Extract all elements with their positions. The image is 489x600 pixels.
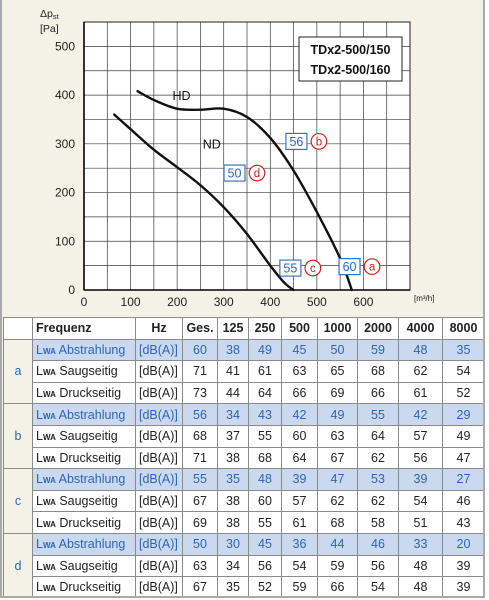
lwa-symbol: L	[36, 537, 43, 552]
value-cell: 56	[183, 404, 218, 426]
value-cell: 57	[282, 490, 318, 512]
value-cell: 39	[443, 555, 485, 577]
parameter-label	[33, 425, 136, 447]
value-cell: 69	[318, 382, 358, 404]
unit-cell: [dB(A)]	[136, 490, 183, 512]
unit-cell: [dB(A)]	[136, 447, 183, 469]
x-axis-unit: [m³/h]	[414, 294, 435, 303]
lwa-subscript: WA	[42, 454, 56, 464]
value-cell: 49	[249, 339, 282, 361]
column-header: 2000	[358, 318, 399, 340]
parameter-name: Druckseitig	[55, 515, 122, 530]
lwa-symbol: L	[36, 386, 43, 401]
y-axis-label: Δpst	[40, 8, 59, 21]
series-label-nd: ND	[202, 137, 221, 152]
value-cell: 71	[183, 447, 218, 469]
x-tick-label: 0	[80, 295, 88, 309]
value-cell: 62	[399, 361, 443, 383]
value-cell: 68	[183, 425, 218, 447]
value-cell: 38	[218, 447, 249, 469]
y-tick-label: 500	[54, 39, 75, 54]
value-cell: 34	[218, 555, 249, 577]
value-cell: 54	[399, 490, 443, 512]
table-corner-cell	[4, 318, 33, 340]
parameter-name: Saugseitig	[55, 364, 118, 379]
parameter-label	[33, 533, 136, 555]
lwa-symbol: L	[36, 558, 43, 573]
value-cell: 29	[443, 404, 485, 426]
value-cell: 49	[443, 425, 485, 447]
value-cell: 35	[218, 577, 249, 598]
value-cell: 55	[183, 469, 218, 491]
value-cell: 52	[249, 577, 282, 598]
column-header: Hz	[136, 318, 183, 340]
value-cell: 52	[443, 382, 485, 404]
value-cell: 68	[358, 361, 399, 383]
group-letter: d	[4, 533, 33, 598]
y-tick-label: 400	[54, 88, 75, 103]
noise-level-table	[3, 317, 485, 598]
value-cell: 20	[443, 533, 485, 555]
value-cell: 64	[282, 447, 318, 469]
value-cell: 39	[282, 469, 318, 491]
value-cell: 27	[443, 469, 485, 491]
value-cell: 63	[282, 361, 318, 383]
parameter-label	[33, 469, 136, 491]
value-cell: 61	[249, 361, 282, 383]
x-tick-label: 400	[260, 295, 281, 309]
unit-cell: [dB(A)]	[136, 533, 183, 555]
lwa-subscript: WA	[42, 368, 56, 378]
parameter-name: Druckseitig	[55, 580, 122, 595]
parameter-label	[33, 490, 136, 512]
y-tick-label: 100	[54, 234, 75, 249]
lwa-symbol: L	[36, 429, 43, 444]
group-letter: c	[4, 469, 33, 534]
operating-point-value: 60	[342, 260, 357, 275]
value-cell: 35	[443, 339, 485, 361]
table-row	[4, 490, 485, 512]
value-cell: 73	[183, 382, 218, 404]
lwa-subscript: WA	[42, 433, 56, 443]
value-cell: 53	[358, 469, 399, 491]
operating-point-letter: a	[368, 261, 376, 274]
column-header: 500	[282, 318, 318, 340]
value-cell: 62	[318, 490, 358, 512]
value-cell: 54	[443, 361, 485, 383]
value-cell: 56	[358, 555, 399, 577]
parameter-name: Saugseitig	[55, 429, 118, 444]
x-tick-label: 500	[306, 295, 327, 309]
lwa-subscript: WA	[42, 476, 56, 486]
column-header: Frequenz	[33, 318, 136, 340]
lwa-symbol: L	[36, 472, 43, 487]
parameter-name: Saugseitig	[55, 558, 118, 573]
value-cell: 67	[318, 447, 358, 469]
parameter-label	[33, 339, 136, 361]
parameter-label	[33, 447, 136, 469]
value-cell: 35	[218, 469, 249, 491]
value-cell: 57	[399, 425, 443, 447]
x-tick-label: 100	[120, 295, 141, 309]
table-row	[4, 469, 485, 491]
value-cell: 63	[183, 555, 218, 577]
value-cell: 63	[318, 425, 358, 447]
y-tick-label: 300	[54, 136, 75, 151]
value-cell: 51	[399, 512, 443, 534]
operating-point-letter: d	[253, 168, 261, 181]
value-cell: 37	[218, 425, 249, 447]
unit-cell: [dB(A)]	[136, 469, 183, 491]
lwa-symbol: L	[36, 364, 43, 379]
x-tick-label: 600	[353, 295, 374, 309]
y-tick-label: 0	[68, 283, 75, 297]
value-cell: 38	[218, 512, 249, 534]
unit-cell: [dB(A)]	[136, 361, 183, 383]
table-row	[4, 425, 485, 447]
chart-subtitle: TDx2-500/160	[310, 63, 391, 77]
table-row	[4, 555, 485, 577]
parameter-name: Abstrahlung	[55, 342, 126, 357]
column-header: 8000	[443, 318, 485, 340]
unit-cell: [dB(A)]	[136, 512, 183, 534]
column-header: 250	[249, 318, 282, 340]
value-cell: 61	[282, 512, 318, 534]
parameter-name: Abstrahlung	[55, 472, 126, 487]
column-header: 125	[218, 318, 249, 340]
lwa-subscript: WA	[42, 346, 56, 356]
parameter-label	[33, 512, 136, 534]
value-cell: 66	[358, 382, 399, 404]
series-label-hd: HD	[172, 88, 191, 103]
parameter-label	[33, 404, 136, 426]
table-row	[4, 577, 485, 598]
value-cell: 65	[318, 361, 358, 383]
lwa-symbol: L	[36, 450, 43, 465]
operating-point-value: 55	[283, 261, 298, 276]
value-cell: 38	[218, 339, 249, 361]
value-cell: 45	[282, 339, 318, 361]
value-cell: 55	[249, 512, 282, 534]
parameter-name: Druckseitig	[55, 450, 122, 465]
parameter-label	[33, 555, 136, 577]
lwa-subscript: WA	[42, 519, 56, 529]
table-row	[4, 382, 485, 404]
value-cell: 43	[443, 512, 485, 534]
column-header: 1000	[318, 318, 358, 340]
value-cell: 61	[399, 382, 443, 404]
value-cell: 71	[183, 361, 218, 383]
unit-cell: [dB(A)]	[136, 555, 183, 577]
lwa-subscript: WA	[42, 584, 56, 594]
value-cell: 69	[183, 512, 218, 534]
table-row	[4, 447, 485, 469]
table-row	[4, 404, 485, 426]
value-cell: 66	[318, 577, 358, 598]
table-row	[4, 361, 485, 383]
lwa-subscript: WA	[42, 541, 56, 551]
value-cell: 48	[399, 555, 443, 577]
value-cell: 30	[218, 533, 249, 555]
y-axis-unit: [Pa]	[40, 23, 59, 35]
value-cell: 47	[318, 469, 358, 491]
value-cell: 67	[183, 490, 218, 512]
value-cell: 59	[282, 577, 318, 598]
operating-point-value: 50	[227, 166, 242, 181]
value-cell: 38	[218, 490, 249, 512]
lwa-subscript: WA	[42, 562, 56, 572]
value-cell: 47	[443, 447, 485, 469]
parameter-name: Abstrahlung	[55, 537, 126, 552]
value-cell: 50	[318, 339, 358, 361]
table-row	[4, 512, 485, 534]
chart-title: TDx2-500/150	[310, 43, 391, 57]
value-cell: 68	[249, 447, 282, 469]
value-cell: 55	[249, 425, 282, 447]
lwa-symbol: L	[36, 515, 43, 530]
column-header: 4000	[399, 318, 443, 340]
value-cell: 46	[443, 490, 485, 512]
value-cell: 36	[282, 533, 318, 555]
value-cell: 43	[249, 404, 282, 426]
lwa-symbol: L	[36, 494, 43, 509]
operating-point-value: 56	[289, 134, 304, 149]
value-cell: 60	[249, 490, 282, 512]
value-cell: 48	[399, 339, 443, 361]
value-cell: 54	[282, 555, 318, 577]
value-cell: 62	[358, 490, 399, 512]
parameter-label	[33, 382, 136, 404]
parameter-name: Abstrahlung	[55, 407, 126, 422]
value-cell: 39	[399, 469, 443, 491]
y-tick-label: 200	[54, 185, 75, 200]
lwa-subscript: WA	[42, 498, 56, 508]
value-cell: 33	[399, 533, 443, 555]
parameter-name: Druckseitig	[55, 386, 122, 401]
value-cell: 42	[399, 404, 443, 426]
parameter-name: Saugseitig	[55, 494, 118, 509]
value-cell: 59	[318, 555, 358, 577]
unit-cell: [dB(A)]	[136, 382, 183, 404]
value-cell: 64	[249, 382, 282, 404]
value-cell: 67	[183, 577, 218, 598]
unit-cell: [dB(A)]	[136, 425, 183, 447]
value-cell: 62	[358, 447, 399, 469]
parameter-label	[33, 361, 136, 383]
unit-cell: [dB(A)]	[136, 577, 183, 598]
value-cell: 48	[249, 469, 282, 491]
value-cell: 44	[318, 533, 358, 555]
value-cell: 39	[443, 577, 485, 598]
group-letter: a	[4, 339, 33, 404]
value-cell: 34	[218, 404, 249, 426]
lwa-symbol: L	[36, 342, 43, 357]
value-cell: 48	[399, 577, 443, 598]
lwa-subscript: WA	[42, 411, 56, 421]
value-cell: 60	[183, 339, 218, 361]
value-cell: 54	[358, 577, 399, 598]
table-row	[4, 533, 485, 555]
x-tick-label: 300	[213, 295, 234, 309]
value-cell: 45	[249, 533, 282, 555]
value-cell: 60	[282, 425, 318, 447]
table-header-row	[4, 318, 485, 340]
value-cell: 66	[282, 382, 318, 404]
operating-point-letter: b	[315, 136, 323, 149]
y-axis-label-subscript: st	[52, 12, 59, 21]
table-row	[4, 339, 485, 361]
value-cell: 56	[249, 555, 282, 577]
lwa-symbol: L	[36, 407, 43, 422]
unit-cell: [dB(A)]	[136, 339, 183, 361]
value-cell: 46	[358, 533, 399, 555]
value-cell: 59	[358, 339, 399, 361]
lwa-subscript: WA	[42, 390, 56, 400]
column-header: Ges.	[183, 318, 218, 340]
value-cell: 49	[318, 404, 358, 426]
operating-point-letter: c	[310, 263, 316, 276]
value-cell: 68	[318, 512, 358, 534]
value-cell: 50	[183, 533, 218, 555]
value-cell: 58	[358, 512, 399, 534]
unit-cell: [dB(A)]	[136, 404, 183, 426]
x-tick-label: 200	[167, 295, 188, 309]
group-letter: b	[4, 404, 33, 469]
fan-curve-chart	[2, 0, 485, 318]
value-cell: 42	[282, 404, 318, 426]
lwa-symbol: L	[36, 580, 43, 595]
value-cell: 56	[399, 447, 443, 469]
value-cell: 55	[358, 404, 399, 426]
parameter-label	[33, 577, 136, 598]
value-cell: 41	[218, 361, 249, 383]
value-cell: 44	[218, 382, 249, 404]
value-cell: 64	[358, 425, 399, 447]
